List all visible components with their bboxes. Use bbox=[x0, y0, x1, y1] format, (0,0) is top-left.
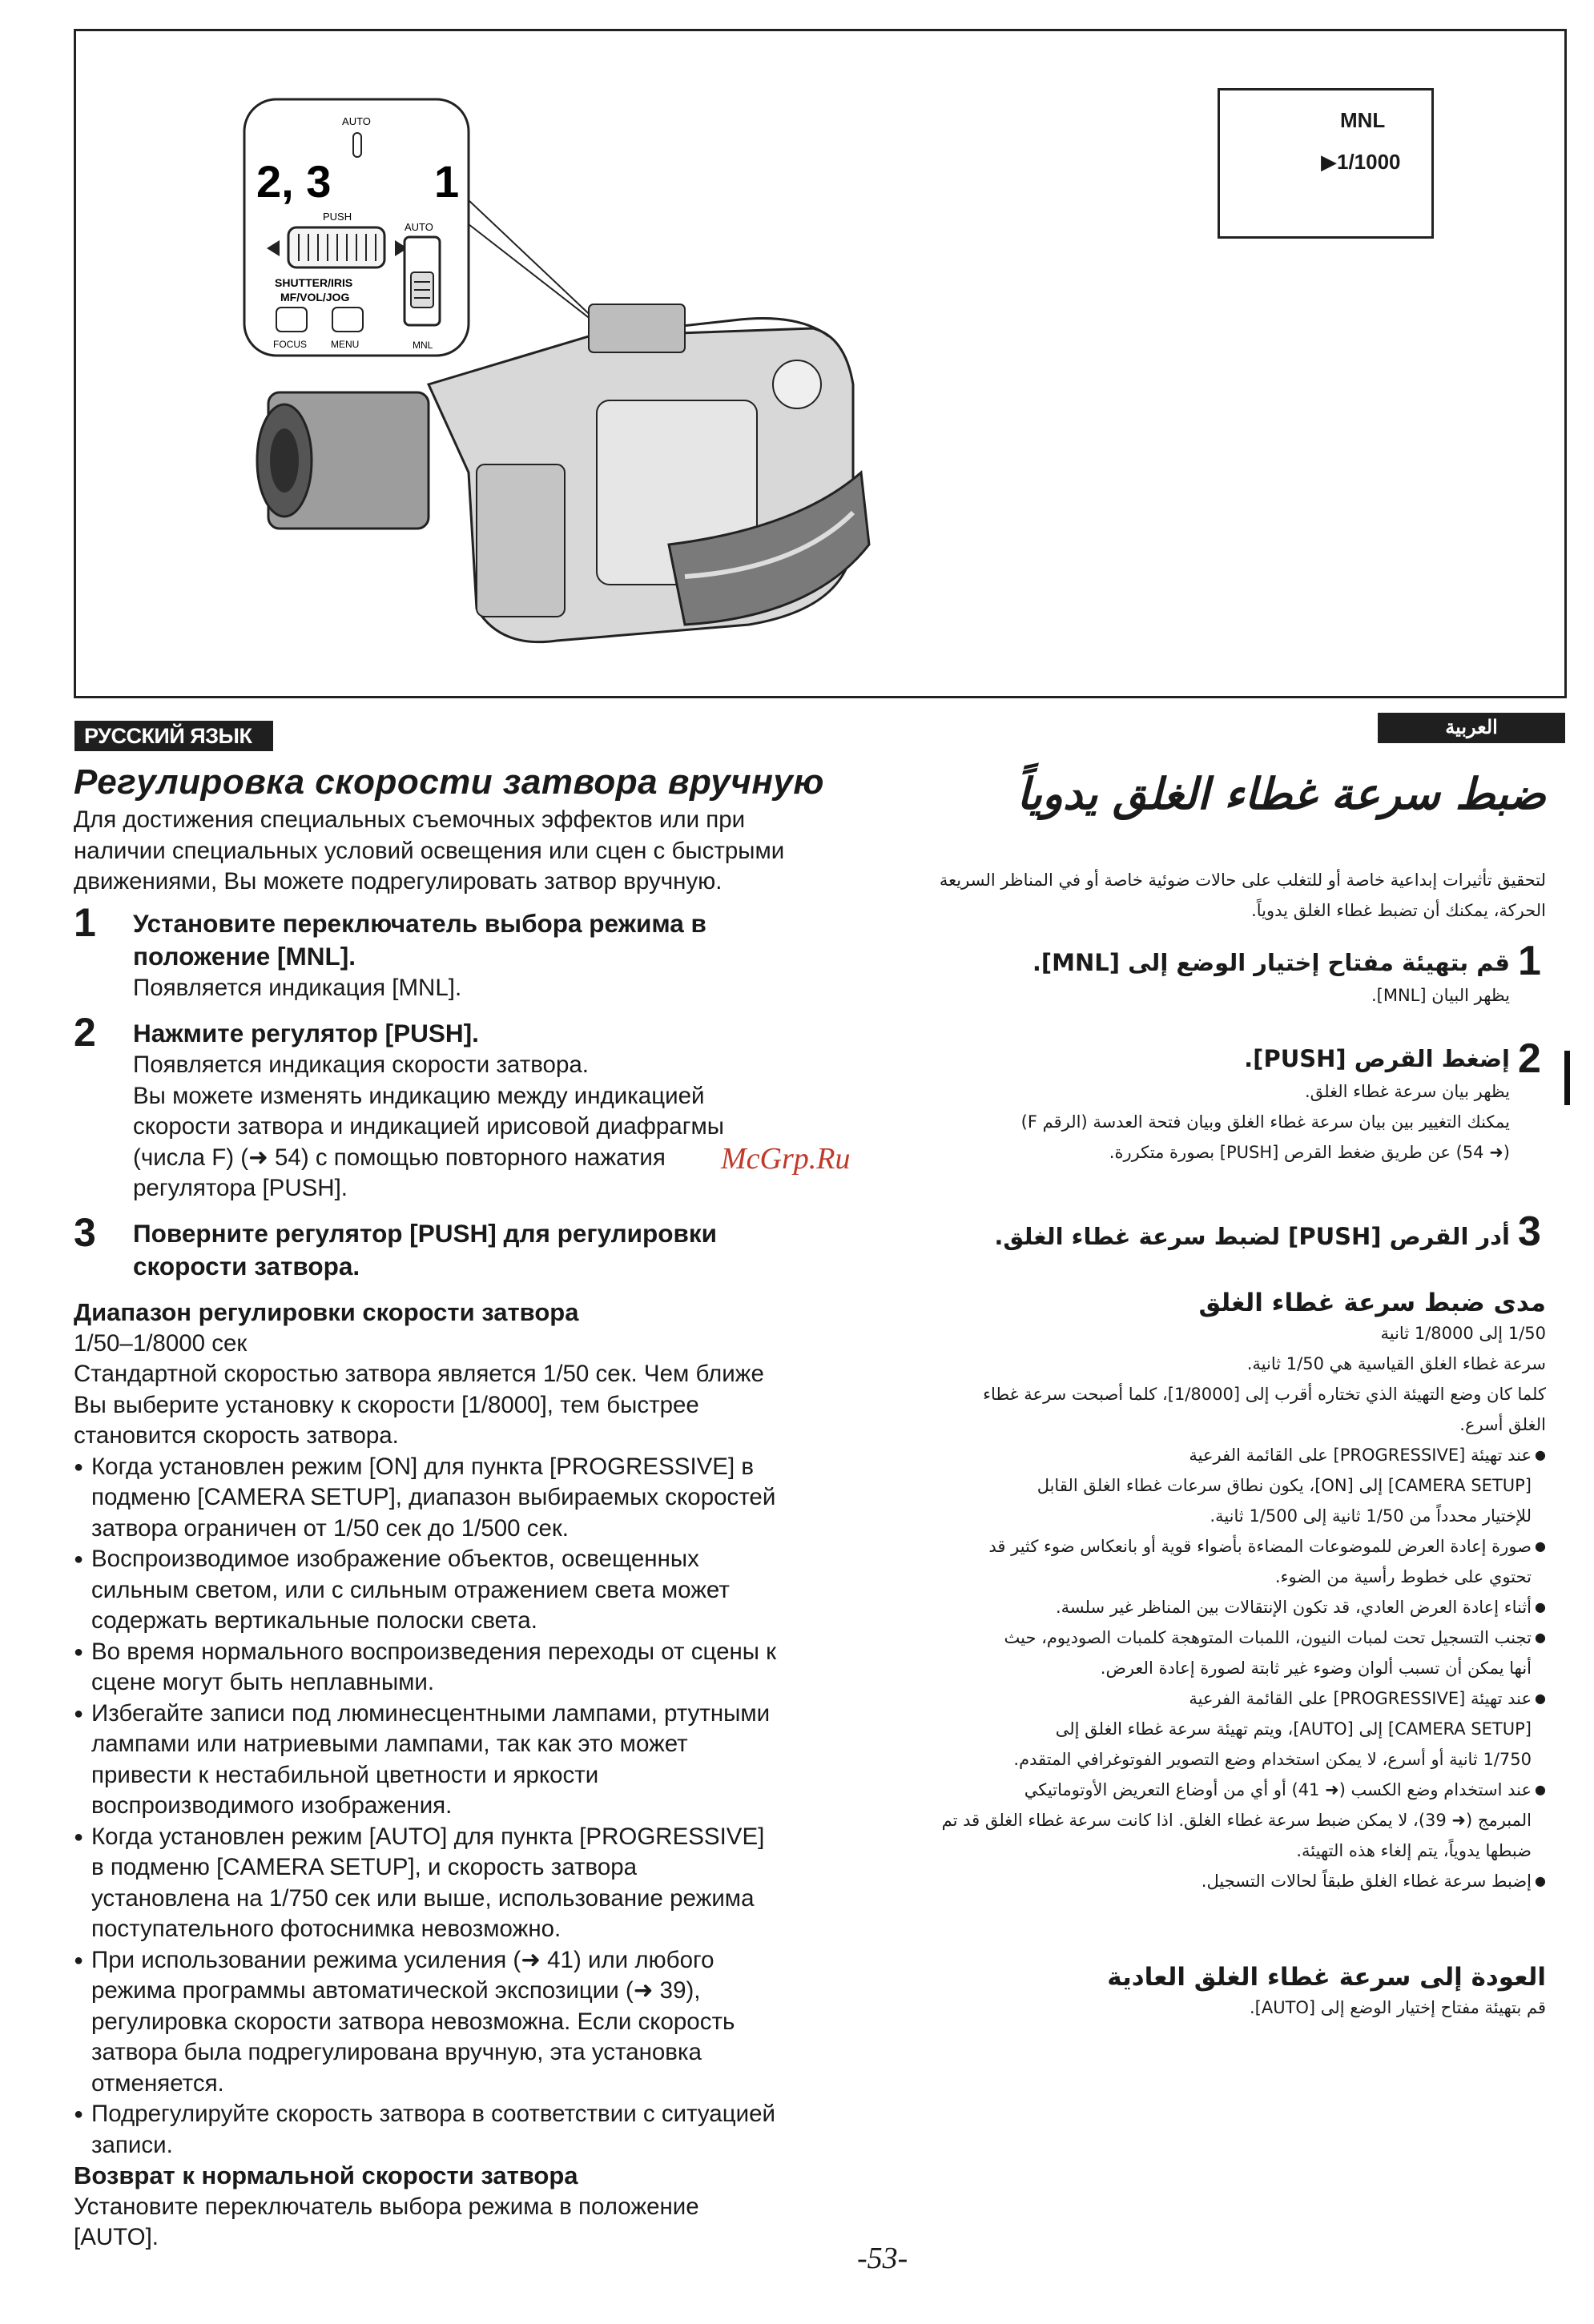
ru-range-heading: Диапазон регулировки скорости затвора bbox=[74, 1298, 579, 1326]
viewfinder-display bbox=[1218, 88, 1434, 239]
list-item: ● Избегайте записи под люминесцентными лампами, ртутными лампами или натриевыми лампами, так как это может привести к нестабильной цветности и яркости воспроизводимого изображения. bbox=[74, 1699, 875, 1822]
auto-side-label: AUTO bbox=[405, 221, 433, 233]
step-number: 1 bbox=[74, 900, 96, 945]
list-item: ● صورة إعادة العرض للموضوعات المضاءة بأضواء قوية أو بانعكاس ضوء كثير قد تحتوي على خطوط رأسية من الضوء. bbox=[905, 1531, 1546, 1592]
shutter-iris-label: SHUTTER/IRIS bbox=[275, 276, 353, 289]
watermark: McGrp.Ru bbox=[721, 1142, 851, 1176]
language-badge-arabic: العربية bbox=[1378, 713, 1565, 743]
display-shutter: ▶1/1000 bbox=[1321, 150, 1401, 174]
list-item: ● Когда установлен режим [AUTO] для пункта [PROGRESSIVE] в подменю [CAMERA SETUP], и скорость затвора установлена на 1/750 сек или выше, использование режима поступательного фотоснимка невозможно. bbox=[74, 1822, 875, 1945]
list-item: ● تجنب التسجيل تحت لمبات النيون، اللمبات المتوهجة كلمبات الصوديوم، حيث أنها يمكن أن تسبب ألوان وضوء غير ثابتة لصورة إعادة العرض. bbox=[905, 1622, 1546, 1683]
step-number: 3 bbox=[1518, 1208, 1541, 1255]
list-item: ● Подрегулируйте скорость затвора в соответствии с ситуацией записи. bbox=[74, 2099, 875, 2161]
menu-label: MENU bbox=[331, 339, 360, 350]
margin-marker bbox=[1564, 1051, 1570, 1105]
callout-step-1: 1 bbox=[434, 156, 460, 207]
list-item: ● عند تهيئة [PROGRESSIVE] على القائمة الفرعية [CAMERA SETUP] إلى [ON]، يكون نطاق سرعات غطاء الغلق القابل للإختيار محدداً من 1/50 ثانية إلى 1/500 ثانية. bbox=[905, 1440, 1546, 1531]
ar-range-heading: مدى ضبط سرعة غطاء الغلق bbox=[1198, 1289, 1546, 1317]
ru-range-value: 1/50–1/8000 сек bbox=[74, 1329, 248, 1357]
ru-intro: Для достижения специальных съемочных эффектов или при наличии специальных условий освещения или сцен с быстрыми движениями, Вы можете подрегулировать затвор вручную. bbox=[74, 806, 785, 895]
display-mode: MNL bbox=[1340, 108, 1386, 132]
ar-step-3: أدر القرص [PUSH] لضبط سرعة غطاء الغلق. bbox=[994, 1223, 1510, 1250]
ru-return-heading: Возврат к нормальной скорости затвора bbox=[74, 2161, 578, 2189]
list-item: ● إضبط سرعة غطاء الغلق طبقاً لحالات التسجيل. bbox=[905, 1866, 1546, 1896]
list-item: ● عند تهيئة [PROGRESSIVE] على القائمة الفرعية [CAMERA SETUP] إلى [AUTO]، ويتم تهيئة سرعة غطاء الغلق إلى 1/750 ثانية أو أسرع، لا يمكن استخدام وضع التصوير الفوتوغرافي المتقدم. bbox=[905, 1683, 1546, 1775]
page-number: -53- bbox=[857, 2242, 908, 2275]
menu-button-shape bbox=[332, 308, 363, 332]
ru-step-2: 2 Нажмите регулятор [PUSH]. Появляется индикация скорости затвора. Вы можете изменять индикацию между индикацией скорости затвора и индикацией ирисовой диафрагмы (числа F) (➜ 54) с помощью повторного нажатия регулятора [PUSH]. bbox=[74, 1010, 724, 1201]
ar-return-heading: العودة إلى سرعة غطاء الغلق العادية bbox=[1107, 1963, 1546, 1992]
step-number: 2 bbox=[74, 1010, 96, 1055]
ar-return-section: العودة إلى سرعة غطاء الغلق العادية قم بتهيئة مفتاح إختيار الوضع إلى [AUTO]. bbox=[905, 1962, 1546, 2023]
camcorder-illustration bbox=[236, 96, 877, 657]
callout-steps-2-3: 2, 3 bbox=[256, 156, 332, 207]
list-item: ● При использовании режима усиления (➜ 41) или любого режима программы автоматической экспозиции (➜ 39), регулировка скорости затвора невозможна. Если скорость затвора была подрегулирована вручную, эта установка отменяется. bbox=[74, 1945, 875, 2100]
ar-intro: لتحقيق تأثيرات إبداعية خاصة أو للتغلب على حالات ضوئية خاصة أو في المناظر السريعة الحركة، يمكنك أن تضبط غطاء الغلق يدوياً. bbox=[939, 870, 1546, 920]
focus-label: FOCUS bbox=[273, 339, 307, 350]
list-item: ● Воспроизводимое изображение объектов, освещенных сильным светом, или с сильным отражением света может содержать вертикальные полоски света. bbox=[74, 1544, 875, 1637]
ar-range-section: مدى ضبط سرعة غطاء الغلق 1/50 إلى 1/8000 ثانية سرعة غطاء الغلق القياسية هي 1/50 ثانية. كلما كان وضع التهيئة الذي تختاره أقرب إلى [1/8000]، كلما أصبحت سرعة غطاء الغلق أسرع. ● عند تهيئة [PROGRESSIVE] على القائمة الفرعية [CAMERA SETUP] إلى [ON]، يكون نطاق سرعات غطاء الغلق القابل للإختيار محدداً من 1/50 ثانية إلى 1/500 ثانية. ● صورة إعادة العرض للموضوعات المضاءة بأضواء قوية أو بانعكاس ضوء كثير قد تحتوي على خطوط رأسية من الضوء. ● أثناء إعادة العرض العادي، قد تكون الإنتقالات بين المناظر غير سلسة. ● تجنب التسجيل تحت لمبات النيون، اللمبات المتوهجة كلمبات الصوديوم، حيث أنها يمكن أن تسبب ألوان وضوء غير ثابتة لصورة إعادة العرض. ● عند تهيئة [PROGRESSIVE] على القائمة الفرعية [CAMERA SETUP] إلى [AUTO]، ويتم تهيئة سرعة غطاء الغلق إلى 1/750 ثانية أو أسرع، لا يمكن استخدام وضع التصوير الفوتوغرافي المتقدم. ● عند استخدام وضع الكسب (➜ 41) أو أي من أوضاع التعريض الأوتوماتيكي المبرمج (➜ 39)، لا يمكن ضبط سرعة غطاء الغلق. اذا كانت سرعة غطاء الغلق قد تم ضبطها يدوياً، يتم إلغاء هذه التهيئة. ● إضبط سرعة غطاء الغلق طبقاً لحالات التسجيل. bbox=[905, 1288, 1546, 1896]
step-number: 1 bbox=[1518, 938, 1541, 984]
ru-range-section: Диапазон регулировки скорости затвора 1/50–1/8000 сек Стандартной скоростью затвора является 1/50 сек. Чем ближе Вы выберите установку к скорости [1/8000], тем быстрее становится скорость затвора. ● Когда установлен режим [ON] для пункта [PROGRESSIVE] в подменю [CAMERA SETUP], диапазон выбираемых скоростей затвора ограничен от 1/50 сек до 1/500 сек. ● Воспроизводимое изображение объектов, освещенных сильным светом, или с сильным отражением света может содержать вертикальные полоски света. ● Во время нормального воспроизведения переходы от сцены к сцене могут быть неплавными. ● Избегайте записи под люминесцентными лампами, ртутными лампами или натриевыми лампами, так как это может привести к нестабильной цветности и яркости воспроизводимого изображения. ● Когда установлен режим [AUTO] для пункта [PROGRESSIVE] в подменю [CAMERA SETUP], и скорость затвора установлена на 1/750 сек или выше, использование режима поступательного фотоснимка невозможно. ● При использовании режима усиления (➜ 41) или любого режима программы автоматической экспозиции (➜ 39), регулировка скорости затвора невозможна. Если скорость затвора была подрегулирована вручную, эта установка отменяется. ● Подрегулируйте скорость затвора в соответствии с ситуацией записи. Возврат к нормальной скорости затвора Установите переключатель выбора режима в положение [AUTO]. bbox=[74, 1297, 875, 2254]
focus-button-shape bbox=[276, 308, 307, 332]
list-item: ● عند استخدام وضع الكسب (➜ 41) أو أي من أوضاع التعريض الأوتوماتيكي المبرمج (➜ 39)، لا يمكن ضبط سرعة غطاء الغلق. اذا كانت سرعة غطاء الغلق قد تم ضبطها يدوياً، يتم إلغاء هذه التهيئة. bbox=[905, 1775, 1546, 1866]
mf-vol-jog-label: MF/VOL/JOG bbox=[280, 291, 350, 304]
ru-step-1: 1 Установите переключатель выбора режима в положение [MNL]. Появляется индикация [MNL]. bbox=[74, 900, 706, 1001]
list-item: ● Во время нормального воспроизведения переходы от сцены к сцене могут быть неплавными. bbox=[74, 1637, 875, 1699]
mnl-label: MNL bbox=[413, 340, 433, 351]
list-item: ● أثناء إعادة العرض العادي، قد تكون الإنتقالات بين المناظر غير سلسة. bbox=[905, 1592, 1546, 1622]
push-label: PUSH bbox=[323, 211, 352, 223]
ru-title: Регулировка скорости затвора вручную bbox=[74, 762, 824, 802]
ar-title: ضبط سرعة غطاء الغلق يدوياً bbox=[1016, 769, 1546, 819]
auto-top-label: AUTO bbox=[342, 115, 371, 127]
step-number: 3 bbox=[74, 1210, 96, 1255]
language-badge-russian: РУССКИЙ ЯЗЫК bbox=[74, 721, 273, 751]
ar-step-2: إضغط القرص [PUSH]. يظهر بيان سرعة غطاء الغلق. يمكنك التغيير بين بيان سرعة غطاء الغلق وبيان فتحة العدسة (الرقم F) (➜ 54) عن طريق ضغط القرص [PUSH] بصورة متكررة. bbox=[1020, 1045, 1510, 1162]
ar-step-1: قم بتهيئة مفتاح إختيار الوضع إلى [MNL]. يظهر البيان [MNL]. bbox=[1032, 949, 1510, 1005]
ru-step-3: 3 Поверните регулятор [PUSH] для регулировки скорости затвора. bbox=[74, 1210, 718, 1281]
step-number: 2 bbox=[1518, 1035, 1541, 1082]
list-item: ● Когда установлен режим [ON] для пункта [PROGRESSIVE] в подменю [CAMERA SETUP], диапазон выбираемых скоростей затвора ограничен от 1/50 сек до 1/500 сек. bbox=[74, 1452, 875, 1545]
